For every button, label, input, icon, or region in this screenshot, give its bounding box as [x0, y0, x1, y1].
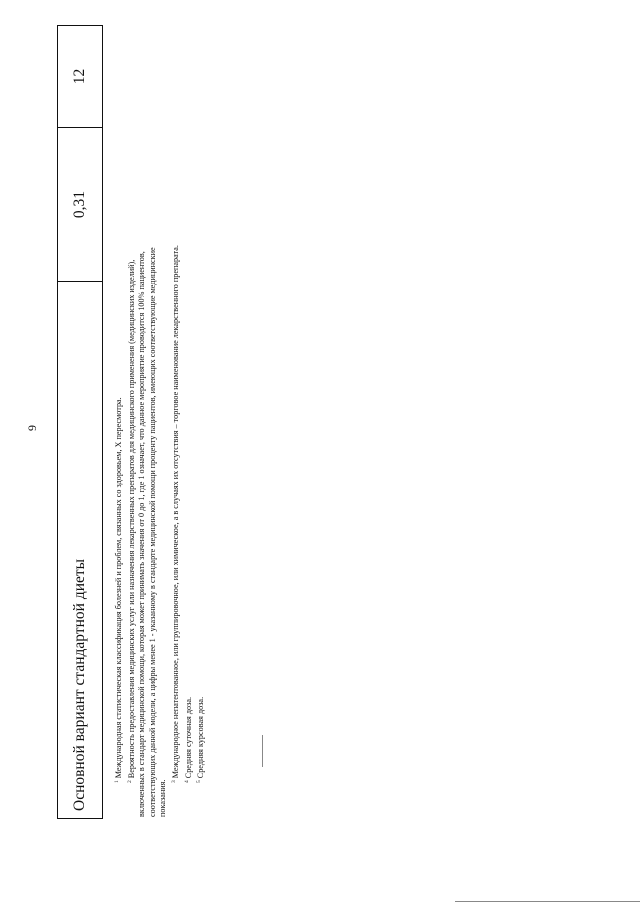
footnote-1: $^1$Международная статистическая классификация болезней и проблем, связанных со здоровьем, X пересмотра. [114, 397, 123, 783]
footnotes [112, 22, 207, 817]
scan-edge-line [262, 735, 263, 767]
scan-edge-line [455, 901, 640, 902]
footnote-2-cont-2: соответствующих данной модели, а цифры менее 1 - указанному в стандарте медицинской помощи проценту пациентов, имеющих соответствующие медицинские [147, 247, 157, 817]
value-cell-frequency: 0,31 [58, 127, 102, 281]
page-number: 9 [25, 425, 39, 431]
footnote-5: $^5$Средняя курсовая доза. [196, 696, 206, 783]
standard-table-row [57, 25, 103, 819]
footnote-2: $^2$Вероятность предоставления медицинских услуг или назначения лекарственных препаратов для медицинского применения (медицинских изделий), [126, 259, 136, 783]
footnote-3: $^3$Международное непатентованное, или группировочное, или химическое, а в случаях их отсутствия – торговое наименование лекарственного препарата. [170, 245, 180, 783]
footnote-2-cont-3: показания. [158, 779, 168, 817]
row-label-cell: Основной вариант стандартной диеты [58, 281, 102, 818]
footnote-2-cont-1: включенных в стандарт медицинской помощи, которая может принимать значения от 0 до 1, где 1 означает, что данное мероприятие проводится 100% пациентов, [137, 251, 147, 817]
footnote-4: $^4$Средняя суточная доза. [183, 696, 193, 783]
value-cell-quantity: 12 [71, 68, 88, 85]
